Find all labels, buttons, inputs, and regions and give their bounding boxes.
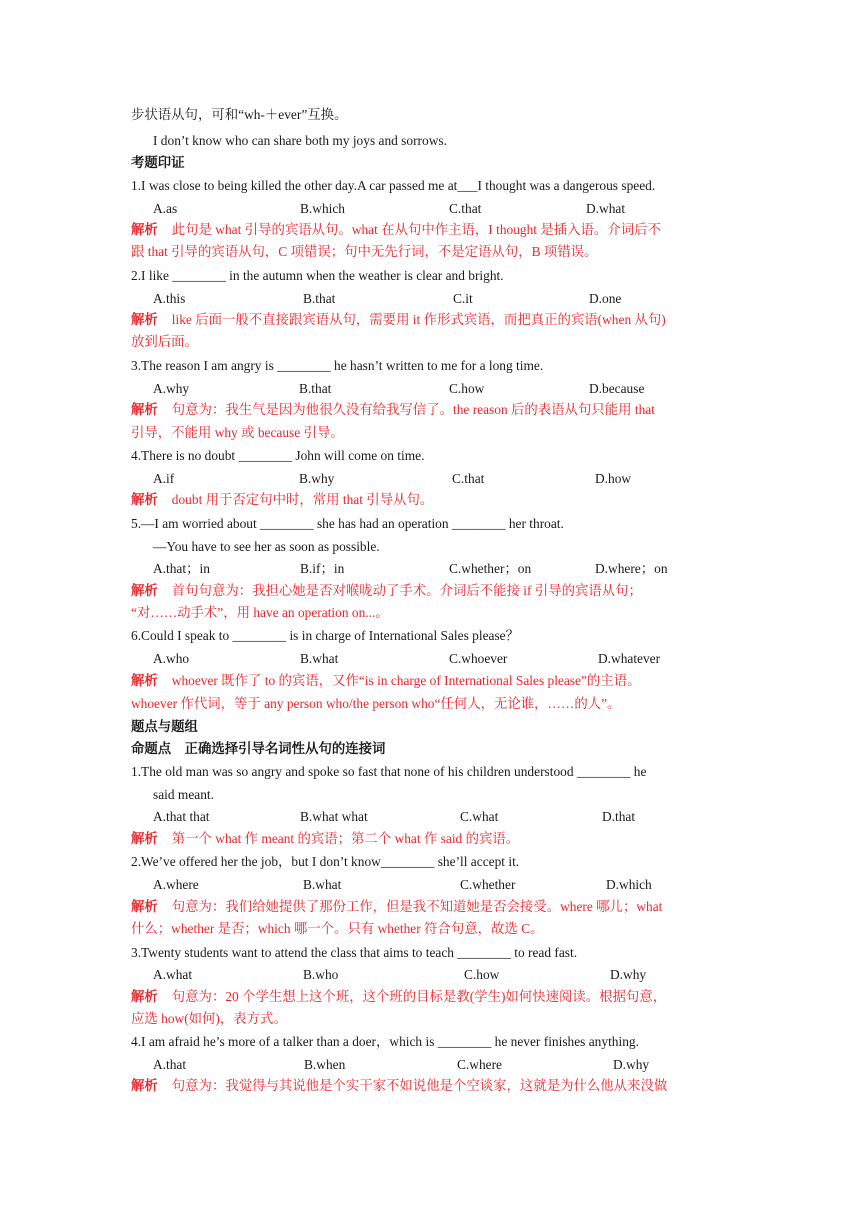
- options-row: [0, 200, 860, 218]
- analysis: [131, 898, 662, 916]
- intro-line: 步状语从句，可和“wh-＋ever”互换。: [131, 107, 348, 122]
- option-a: A.that that: [153, 809, 210, 824]
- subheading: 命题点 正确选择引导名词性从句的连接词: [131, 741, 386, 756]
- analysis-text: like 后面一般不直接跟宾语从句，需要用 it 作形式宾语，而把真正的宾语(when 从句): [171, 312, 666, 327]
- option-d: D.which: [606, 877, 652, 892]
- analysis-continued: 跟 that 引导的宾语从句，C 项错误；句中无先行词，不是定语从句，B 项错误。: [131, 244, 598, 259]
- options-row: [0, 808, 860, 826]
- question-response: —You have to see her as soon as possible.: [153, 539, 380, 554]
- option-b: B.why: [299, 471, 335, 486]
- option-d: D.how: [595, 471, 632, 486]
- options-row: [0, 380, 860, 398]
- option-c: C.whether: [460, 877, 516, 892]
- option-a: A.why: [153, 381, 190, 396]
- option-a: A.who: [153, 651, 190, 666]
- option-a: A.what: [153, 967, 193, 982]
- analysis: [131, 491, 433, 509]
- analysis: [131, 221, 661, 239]
- option-a: A.where: [153, 877, 199, 892]
- option-c: C.that: [449, 201, 482, 216]
- question-text: 3.The reason I am angry is ________ he hasn’t written to me for a long time.: [131, 358, 544, 373]
- option-d: D.where；on: [595, 561, 668, 576]
- options-row: [0, 966, 860, 984]
- intro-example: I don’t know who can share both my joys and sorrows.: [153, 133, 447, 148]
- option-a: A.that: [153, 1057, 187, 1072]
- analysis: [131, 988, 666, 1006]
- option-d: D.what: [586, 201, 626, 216]
- analysis: [131, 582, 642, 600]
- analysis-tag: 解析: [131, 402, 158, 417]
- option-d: D.one: [589, 291, 622, 306]
- analysis-text: 句意为：我觉得与其说他是个实干家不如说他是个空谈家，这就是为什么他从来没做: [171, 1078, 668, 1093]
- question-text: 1.I was close to being killed the other day.A car passed me at___I thought was a dangerous speed.: [131, 178, 656, 193]
- section-heading-exam: 考题印证: [131, 155, 185, 170]
- analysis: [131, 672, 640, 690]
- analysis-tag: 解析: [131, 899, 158, 914]
- analysis: [131, 830, 519, 848]
- analysis-text: whoever 既作了 to 的宾语，又作“is in charge of International Sales please”的主语。: [171, 673, 641, 688]
- option-c: C.how: [464, 967, 500, 982]
- option-b: B.which: [300, 201, 346, 216]
- option-d: D.whatever: [598, 651, 661, 666]
- analysis-continued: 放到后面。: [131, 334, 198, 349]
- analysis-continued: 应选 how(如何)，表方式。: [131, 1011, 287, 1026]
- options-row: [0, 650, 860, 668]
- options-row: [0, 470, 860, 488]
- analysis-text: 句意为：20 个学生想上这个班，这个班的目标是教(学生)如何快速阅读。根据句意，: [171, 989, 667, 1004]
- option-d: D.that: [602, 809, 636, 824]
- option-c: C.where: [457, 1057, 502, 1072]
- option-b: B.if；in: [300, 561, 345, 576]
- analysis-continued: 什么；whether 是否；which 哪一个。只有 whether 符合句意，故选 C。: [131, 921, 544, 936]
- option-c: C.that: [452, 471, 485, 486]
- option-a: A.this: [153, 291, 186, 306]
- analysis-tag: 解析: [131, 222, 158, 237]
- analysis-text: 此句是 what 引导的宾语从句。what 在从句中作主语，I thought 是插入语。介词后不: [171, 222, 661, 237]
- analysis-text: 首句句意为：我担心她是否对喉咙动了手术。介词后不能接 if 引导的宾语从句；: [171, 583, 642, 598]
- option-a: A.as: [153, 201, 178, 216]
- analysis-tag: 解析: [131, 1078, 158, 1093]
- options-row: [0, 876, 860, 894]
- analysis-tag: 解析: [131, 831, 158, 846]
- analysis-tag: 解析: [131, 583, 158, 598]
- analysis-tag: 解析: [131, 312, 158, 327]
- options-row: [0, 1056, 860, 1074]
- question-text: 3.Twenty students want to attend the class that aims to teach ________ to read fast.: [131, 945, 578, 960]
- option-d: D.because: [589, 381, 645, 396]
- question-text: 2.I like ________ in the autumn when the weather is clear and bright.: [131, 268, 504, 283]
- option-c: C.whether；on: [449, 561, 532, 576]
- option-c: C.it: [453, 291, 473, 306]
- option-d: D.why: [613, 1057, 650, 1072]
- section-heading-group: 题点与题组: [131, 719, 198, 734]
- options-row: [0, 290, 860, 308]
- question-text: 4.I am afraid he’s more of a talker than a doer，which is ________ he never finishes anything.: [131, 1034, 639, 1049]
- analysis: [131, 311, 666, 329]
- option-a: A.that；in: [153, 561, 210, 576]
- option-b: B.that: [303, 291, 336, 306]
- question-text: 5.—I am worried about ________ she has had an operation ________ her throat.: [131, 516, 564, 531]
- analysis-text: 第一个 what 作 meant 的宾语；第二个 what 作 said 的宾语。: [171, 831, 520, 846]
- analysis-tag: 解析: [131, 492, 158, 507]
- analysis: [131, 401, 655, 419]
- question-text: 2.We’ve offered her the job，but I don’t know________ she’ll accept it.: [131, 854, 520, 869]
- analysis: [131, 1077, 667, 1095]
- analysis-continued: whoever 作代词，等于 any person who/the person who“任何人，无论谁，……的人”。: [131, 696, 621, 711]
- option-b: B.that: [299, 381, 332, 396]
- analysis-text: 句意为：我生气是因为他很久没有给我写信了。the reason 后的表语从句只能用 that: [171, 402, 655, 417]
- option-d: D.why: [610, 967, 647, 982]
- option-c: C.how: [449, 381, 485, 396]
- option-b: B.when: [304, 1057, 346, 1072]
- analysis-tag: 解析: [131, 989, 158, 1004]
- question-text: 6.Could I speak to ________ is in charge of International Sales please？: [131, 628, 519, 643]
- analysis-continued: “对……动手术”，用 have an operation on...。: [131, 605, 389, 620]
- option-b: B.what: [303, 877, 342, 892]
- option-b: B.who: [303, 967, 339, 982]
- option-b: B.what what: [300, 809, 368, 824]
- option-c: C.what: [460, 809, 499, 824]
- options-row: [0, 560, 860, 578]
- analysis-tag: 解析: [131, 673, 158, 688]
- option-c: C.whoever: [449, 651, 508, 666]
- analysis-continued: 引导，不能用 why 或 because 引导。: [131, 425, 344, 440]
- question-continued: said meant.: [153, 787, 214, 802]
- question-text: 4.There is no doubt ________ John will come on time.: [131, 448, 425, 463]
- option-b: B.what: [300, 651, 339, 666]
- analysis-text: 句意为：我们给她提供了那份工作，但是我不知道她是否会接受。where 哪儿；what: [171, 899, 663, 914]
- analysis-text: doubt 用于否定句中时，常用 that 引导从句。: [171, 492, 434, 507]
- question-text: 1.The old man was so angry and spoke so fast that none of his children understood ________ he: [131, 764, 647, 779]
- option-a: A.if: [153, 471, 175, 486]
